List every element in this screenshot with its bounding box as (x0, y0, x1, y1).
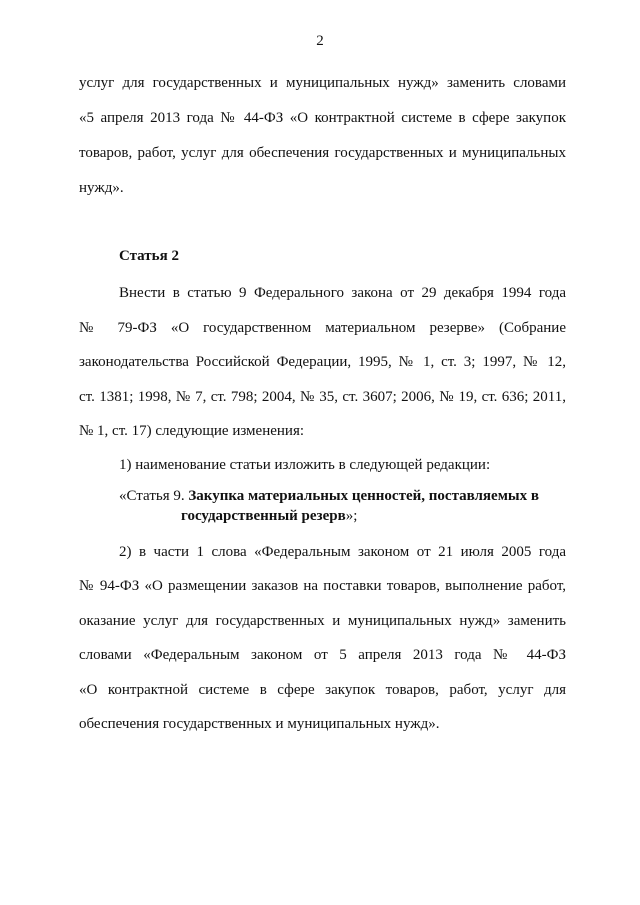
item2-line-1: 2) в части 1 слова «Федеральным законом от 21 июля 2005 года (119, 544, 566, 560)
para1-line-2: «5 апреля 2013 года № 44-ФЗ «О контрактной системе в сфере закупок (79, 110, 566, 126)
article-heading: Статья 2 (119, 248, 179, 264)
page-number: 2 (316, 33, 324, 49)
new-article-title-line-2 (181, 508, 357, 525)
title-prefix: «Статья 9. (119, 488, 185, 504)
item2-line-4: словами «Федеральным законом от 5 апреля 2013 года № 44-ФЗ (79, 647, 566, 663)
para1-line-1: услуг для государственных и муниципальных нужд» заменить словами (79, 75, 566, 91)
para1-line-4: нужд». (79, 180, 124, 196)
item2-line-2: № 94-ФЗ «О размещении заказов на поставки товаров, выполнение работ, (79, 578, 566, 594)
title-suffix: »; (345, 508, 358, 524)
title-bold-1: Закупка материальных ценностей, поставляемых в (188, 488, 539, 504)
item1-text: 1) наименование статьи изложить в следующей редакции: (119, 457, 491, 473)
para1-line-3: товаров, работ, услуг для обеспечения государственных и муниципальных (79, 145, 566, 161)
item2-line-5: «О контрактной системе в сфере закупок товаров, работ, услуг для (79, 682, 566, 698)
intro-line-5: № 1, ст. 17) следующие изменения: (79, 423, 305, 439)
intro-line-4: ст. 1381; 1998, № 7, ст. 798; 2004, № 35, ст. 3607; 2006, № 19, ст. 636; 2011, (79, 389, 566, 405)
title-bold-2: государственный резерв (181, 508, 346, 524)
item2-line-3: оказание услуг для государственных и муниципальных нужд» заменить (79, 613, 566, 629)
intro-line-3: законодательства Российской Федерации, 1995, № 1, ст. 3; 1997, № 12, (79, 354, 566, 370)
new-article-title-line-1 (119, 488, 539, 505)
intro-line-1: Внести в статью 9 Федерального закона от 29 декабря 1994 года (119, 285, 566, 301)
intro-line-2: № 79-ФЗ «О государственном материальном резерве» (Собрание (79, 320, 566, 336)
item2-line-6: обеспечения государственных и муниципальных нужд». (79, 716, 440, 732)
